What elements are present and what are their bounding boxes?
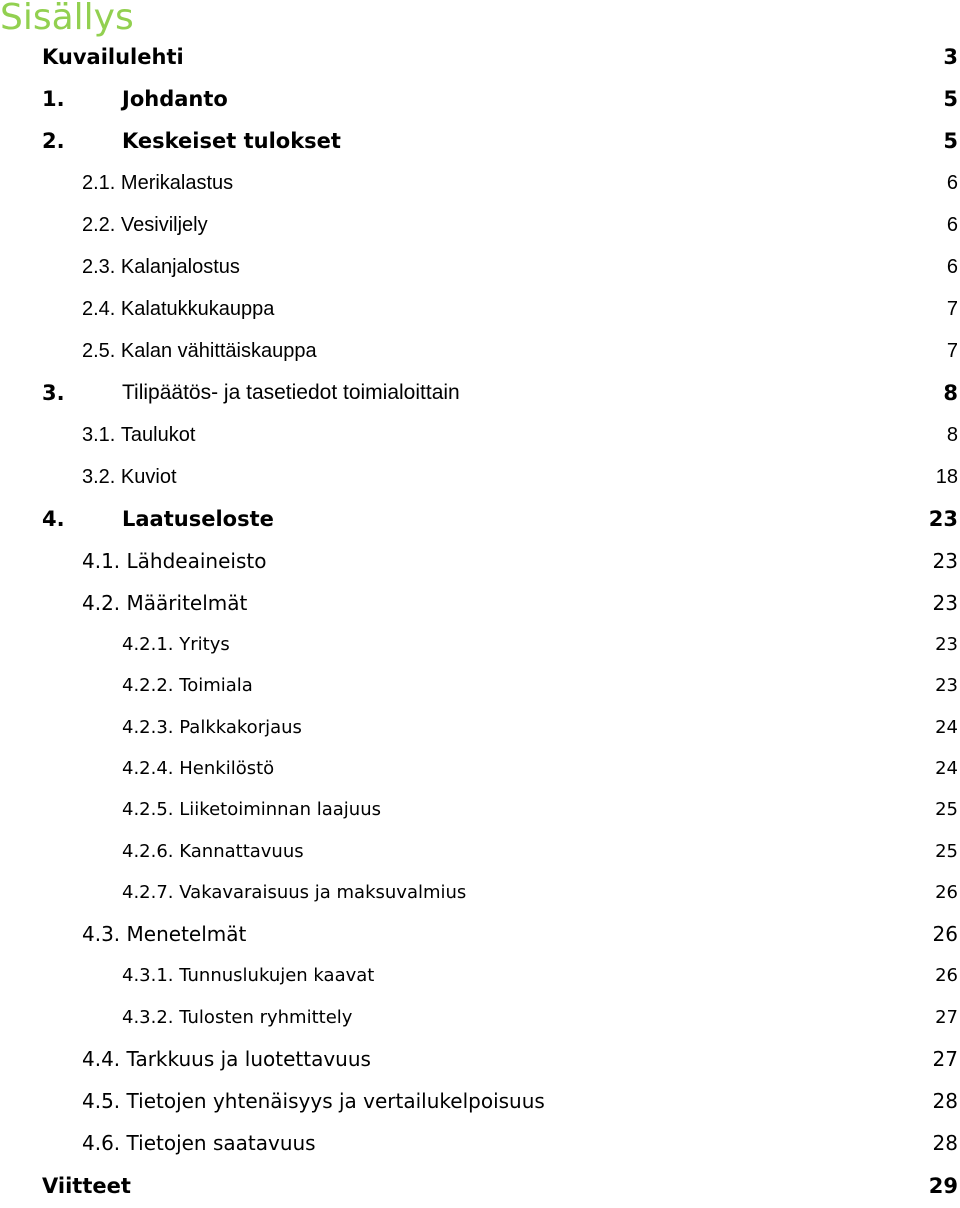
toc-entry-page: 3	[943, 45, 958, 69]
toc-entry-label: Lähdeaineisto	[126, 549, 267, 573]
toc-entry-page: 23	[935, 675, 958, 697]
toc-entry-label: Tietojen saatavuus	[126, 1130, 316, 1155]
table-of-contents	[0, 36, 960, 1208]
toc-entry-liiketoiminnan-laajuus[interactable]	[0, 789, 960, 830]
toc-entry-kalan-vahittaiskauppa[interactable]	[0, 330, 960, 372]
toc-entry-label: Laatuseloste	[122, 507, 274, 531]
toc-entry-number: 4.2.6.	[122, 840, 174, 862]
toc-entry-lahdeaineisto[interactable]	[0, 540, 960, 582]
toc-entry-kuvailulehti[interactable]	[0, 36, 960, 78]
toc-entry-page: 25	[935, 799, 958, 821]
toc-entry-viitteet[interactable]	[0, 1164, 960, 1208]
toc-entry-label: Määritelmät	[126, 591, 248, 615]
toc-entry-label: Kalanjalostus	[120, 255, 240, 278]
toc-entry-page: 7	[946, 339, 958, 362]
toc-entry-label: Vesiviljely	[120, 213, 208, 236]
toc-entry-page: 23	[935, 634, 958, 656]
toc-entry-page: 26	[935, 965, 958, 987]
toc-entry-page: 29	[928, 1173, 958, 1198]
toc-entry-number: 3.	[42, 381, 65, 405]
toc-entry-kuviot[interactable]	[0, 456, 960, 498]
toc-entry-label: Palkkakorjaus	[179, 716, 302, 738]
toc-entry-number: 4.3.2.	[122, 1006, 174, 1028]
toc-entry-page: 24	[935, 716, 958, 738]
toc-entry-number: 4.4.	[82, 1046, 121, 1071]
toc-entry-page: 24	[935, 758, 958, 780]
toc-entry-page: 5	[943, 87, 958, 111]
toc-entry-page: 23	[932, 591, 958, 615]
toc-entry-label: Merikalastus	[120, 171, 234, 194]
toc-entry-vesiviljely[interactable]	[0, 204, 960, 246]
toc-entry-number: 1.	[42, 87, 65, 111]
toc-entry-label: Tarkkuus ja luotettavuus	[126, 1046, 371, 1071]
toc-entry-page: 27	[935, 1006, 958, 1028]
toc-entry-label: Toimiala	[179, 675, 253, 697]
toc-entry-label: Tietojen yhtenäisyys ja vertailukelpoisuus	[126, 1088, 545, 1113]
toc-entry-page: 25	[935, 840, 958, 862]
toc-entry-label: Henkilöstö	[179, 758, 275, 780]
toc-entry-kannattavuus[interactable]	[0, 830, 960, 871]
toc-entry-tarkkuus[interactable]	[0, 1038, 960, 1080]
toc-entry-label: Keskeiset tulokset	[122, 129, 341, 153]
toc-entry-menetelmat[interactable]	[0, 913, 960, 955]
toc-entry-number: 4.2.7.	[122, 881, 174, 903]
toc-entry-page: 7	[946, 297, 958, 320]
toc-entry-label: Taulukot	[120, 423, 196, 446]
toc-entry-yritys[interactable]	[0, 624, 960, 665]
toc-entry-keskeiset-tulokset[interactable]	[0, 120, 960, 162]
toc-entry-label: Liiketoiminnan laajuus	[179, 799, 381, 821]
toc-entry-number: 2.5.	[82, 339, 116, 362]
toc-entry-number: 2.4.	[82, 297, 116, 320]
toc-entry-number: 4.2.3.	[122, 716, 174, 738]
toc-entry-label: Kalan vähittäiskauppa	[120, 339, 317, 362]
toc-entry-label: Viitteet	[42, 1173, 131, 1198]
toc-entry-number: 4.2.4.	[122, 758, 174, 780]
toc-entry-number: 3.2.	[82, 465, 116, 488]
toc-entry-kalatukkukauppa[interactable]	[0, 288, 960, 330]
toc-entry-taulukot[interactable]	[0, 414, 960, 456]
toc-entry-henkilosto[interactable]	[0, 748, 960, 789]
toc-entry-label: Tulosten ryhmittely	[179, 1006, 353, 1028]
toc-entry-number: 4.5.	[82, 1088, 121, 1113]
toc-entry-page: 27	[932, 1046, 958, 1071]
toc-entry-saatavuus[interactable]	[0, 1122, 960, 1164]
toc-entry-page: 8	[946, 423, 958, 446]
page-title: Sisällys	[0, 0, 134, 38]
toc-entry-page: 6	[946, 171, 958, 194]
toc-entry-page: 23	[932, 549, 958, 573]
toc-entry-page: 23	[928, 507, 958, 531]
toc-entry-page: 18	[935, 465, 958, 488]
toc-entry-page: 8	[943, 381, 958, 405]
toc-entry-number: 4.6.	[82, 1130, 121, 1155]
toc-entry-number: 4.2.2.	[122, 675, 174, 697]
toc-entry-page: 26	[932, 922, 958, 947]
toc-entry-number: 4.3.1.	[122, 965, 174, 987]
toc-entry-number: 4.2.5.	[122, 799, 174, 821]
toc-entry-page: 26	[935, 881, 958, 903]
toc-entry-number: 4.3.	[82, 922, 121, 947]
toc-entry-page: 6	[946, 213, 958, 236]
toc-entry-maaritelmat[interactable]	[0, 582, 960, 624]
toc-entry-tunnuslukujen-kaavat[interactable]	[0, 955, 960, 996]
toc-entry-laatuseloste[interactable]	[0, 498, 960, 540]
toc-entry-label: Menetelmät	[126, 922, 247, 947]
toc-entry-number: 4.2.1.	[122, 634, 174, 656]
toc-entry-number: 4.2.	[82, 591, 121, 615]
toc-entry-label: Yritys	[179, 634, 230, 656]
toc-entry-toimiala[interactable]	[0, 665, 960, 706]
toc-entry-label: Vakavaraisuus ja maksuvalmius	[179, 881, 467, 903]
toc-entry-tilipaatos[interactable]	[0, 372, 960, 414]
toc-entry-number: 4.1.	[82, 549, 121, 573]
toc-entry-number: 2.	[42, 129, 65, 153]
toc-entry-label: Tunnuslukujen kaavat	[179, 965, 375, 987]
toc-entry-vakavaraisuus[interactable]	[0, 872, 960, 913]
toc-entry-tulosten-ryhmittely[interactable]	[0, 996, 960, 1037]
toc-entry-palkkakorjaus[interactable]	[0, 707, 960, 748]
toc-entry-label: Kannattavuus	[179, 840, 304, 862]
toc-entry-number: 2.1.	[82, 171, 116, 194]
toc-entry-page: 5	[943, 129, 958, 153]
toc-entry-number: 3.1.	[82, 423, 116, 446]
toc-entry-number: 2.3.	[82, 255, 116, 278]
toc-entry-page: 6	[946, 255, 958, 278]
toc-entry-label: Johdanto	[122, 87, 228, 111]
toc-entry-page: 28	[932, 1130, 958, 1155]
toc-entry-label: Kuvailulehti	[42, 45, 184, 69]
toc-entry-page: 28	[932, 1088, 958, 1113]
toc-entry-johdanto[interactable]	[0, 78, 960, 120]
toc-entry-kalanjalostus[interactable]	[0, 246, 960, 288]
toc-entry-number: 2.2.	[82, 213, 116, 236]
toc-entry-merikalastus[interactable]	[0, 162, 960, 204]
toc-entry-label: Kuviot	[120, 465, 177, 488]
toc-entry-number: 4.	[42, 507, 65, 531]
toc-entry-yhtenaisyys[interactable]	[0, 1080, 960, 1122]
toc-entry-label: Tilipäätös- ja tasetiedot toimialoittain	[122, 381, 460, 404]
toc-entry-label: Kalatukkukauppa	[120, 297, 275, 320]
